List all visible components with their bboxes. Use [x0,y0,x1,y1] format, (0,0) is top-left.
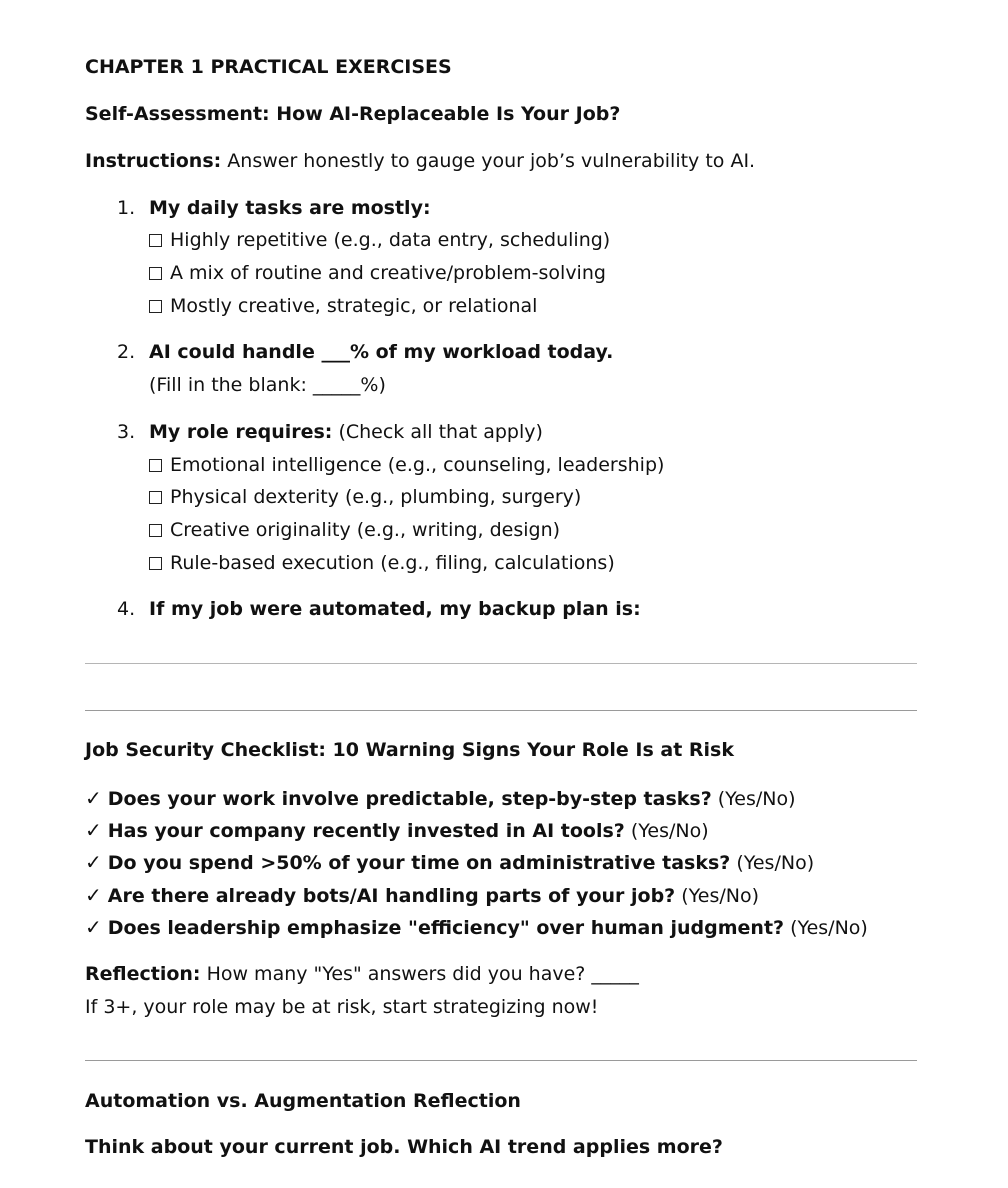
checkbox-icon[interactable] [149,459,162,472]
q3-option-2[interactable] [149,486,581,508]
q3-option-1-label: Emotional intelligence (e.g., counseling, leadership) [170,454,665,476]
checklist-item [85,786,796,810]
checklist-item [85,883,759,907]
checkmark-icon: ✓ [85,850,102,874]
answer-line[interactable] [85,663,917,664]
checklist-answer: (Yes/No) [784,917,868,939]
checklist [85,786,917,946]
q1-option-1-label: Highly repetitive (e.g., data entry, scheduling) [170,229,611,251]
checkbox-icon[interactable] [149,524,162,537]
instructions-label: Instructions: [85,150,222,172]
reflection-note: If 3+, your role may be at risk, start strategizing now! [85,996,599,1018]
checklist-answer: (Yes/No) [624,820,709,842]
checklist-title: Job Security Checklist: 10 Warning Signs Your Role Is at Risk [85,739,734,761]
checkmark-icon: ✓ [85,883,102,907]
automation-title: Automation vs. Augmentation Reflection [85,1090,521,1112]
checkmark-icon: ✓ [85,786,102,810]
instructions-text: Answer honestly to gauge your job’s vulnerability to AI. [221,150,756,172]
checkmark-icon: ✓ [85,818,102,842]
reflection [85,963,639,985]
automation-prompt: Think about your current job. Which AI trend applies more? [85,1136,723,1158]
question-3 [85,421,917,581]
checklist-question: Does your work involve predictable, step-by-step tasks? [107,788,712,810]
checklist-item [85,850,814,874]
checklist-item [85,818,709,842]
question-3-suffix: (Check all that apply) [332,421,543,443]
checkbox-icon[interactable] [149,557,162,570]
checklist-question: Has your company recently invested in AI tools? [107,820,625,842]
checkbox-icon[interactable] [149,234,162,247]
question-2-hint[interactable]: (Fill in the blank: _____%) [149,374,386,396]
q3-option-4-label: Rule-based execution (e.g., filing, calculations) [170,552,615,574]
checklist-answer: (Yes/No) [711,788,796,810]
question-4-text: If my job were automated, my backup plan is: [149,598,641,620]
instructions [85,150,755,172]
reflection-label: Reflection: [85,963,201,985]
checklist-question: Do you spend >50% of your time on administrative tasks? [107,852,731,874]
chapter-title: CHAPTER 1 PRACTICAL EXERCISES [85,56,452,78]
checklist-item [85,915,868,939]
question-4 [85,598,917,628]
checkbox-icon[interactable] [149,267,162,280]
question-2-text: AI could handle ___% of my workload today. [149,341,614,363]
checkbox-icon[interactable] [149,300,162,313]
checklist-question: Are there already bots/AI handling parts of your job? [107,885,676,907]
q1-option-1[interactable] [149,229,610,251]
checkbox-icon[interactable] [149,491,162,504]
question-1-text: My daily tasks are mostly: [149,197,431,219]
checklist-answer: (Yes/No) [675,885,759,907]
q3-option-3-label: Creative originality (e.g., writing, design) [170,519,561,541]
question-3-text: My role requires: [149,421,333,443]
question-3-number: 3. [117,421,136,443]
checklist-answer: (Yes/No) [730,852,815,874]
self-assessment-title: Self-Assessment: How AI-Replaceable Is Your Job? [85,103,621,125]
question-2 [85,341,917,401]
question-4-number: 4. [117,598,136,620]
q1-option-3[interactable] [149,295,537,317]
q3-option-2-label: Physical dexterity (e.g., plumbing, surgery) [170,486,582,508]
question-2-number: 2. [117,341,136,363]
q1-option-3-label: Mostly creative, strategic, or relational [170,295,538,317]
reflection-text[interactable]: How many "Yes" answers did you have? _____ [200,963,639,985]
q3-option-4[interactable] [149,552,615,574]
checklist-question: Does leadership emphasize "efficiency" over human judgment? [107,917,785,939]
q3-option-3[interactable] [149,519,560,541]
question-1-number: 1. [117,197,136,219]
q1-option-2[interactable] [149,262,606,284]
question-1 [85,197,917,327]
q3-option-1[interactable] [149,454,664,476]
section-divider [85,1060,917,1061]
section-divider [85,710,917,711]
checkmark-icon: ✓ [85,915,102,939]
q1-option-2-label: A mix of routine and creative/problem-solving [170,262,606,284]
